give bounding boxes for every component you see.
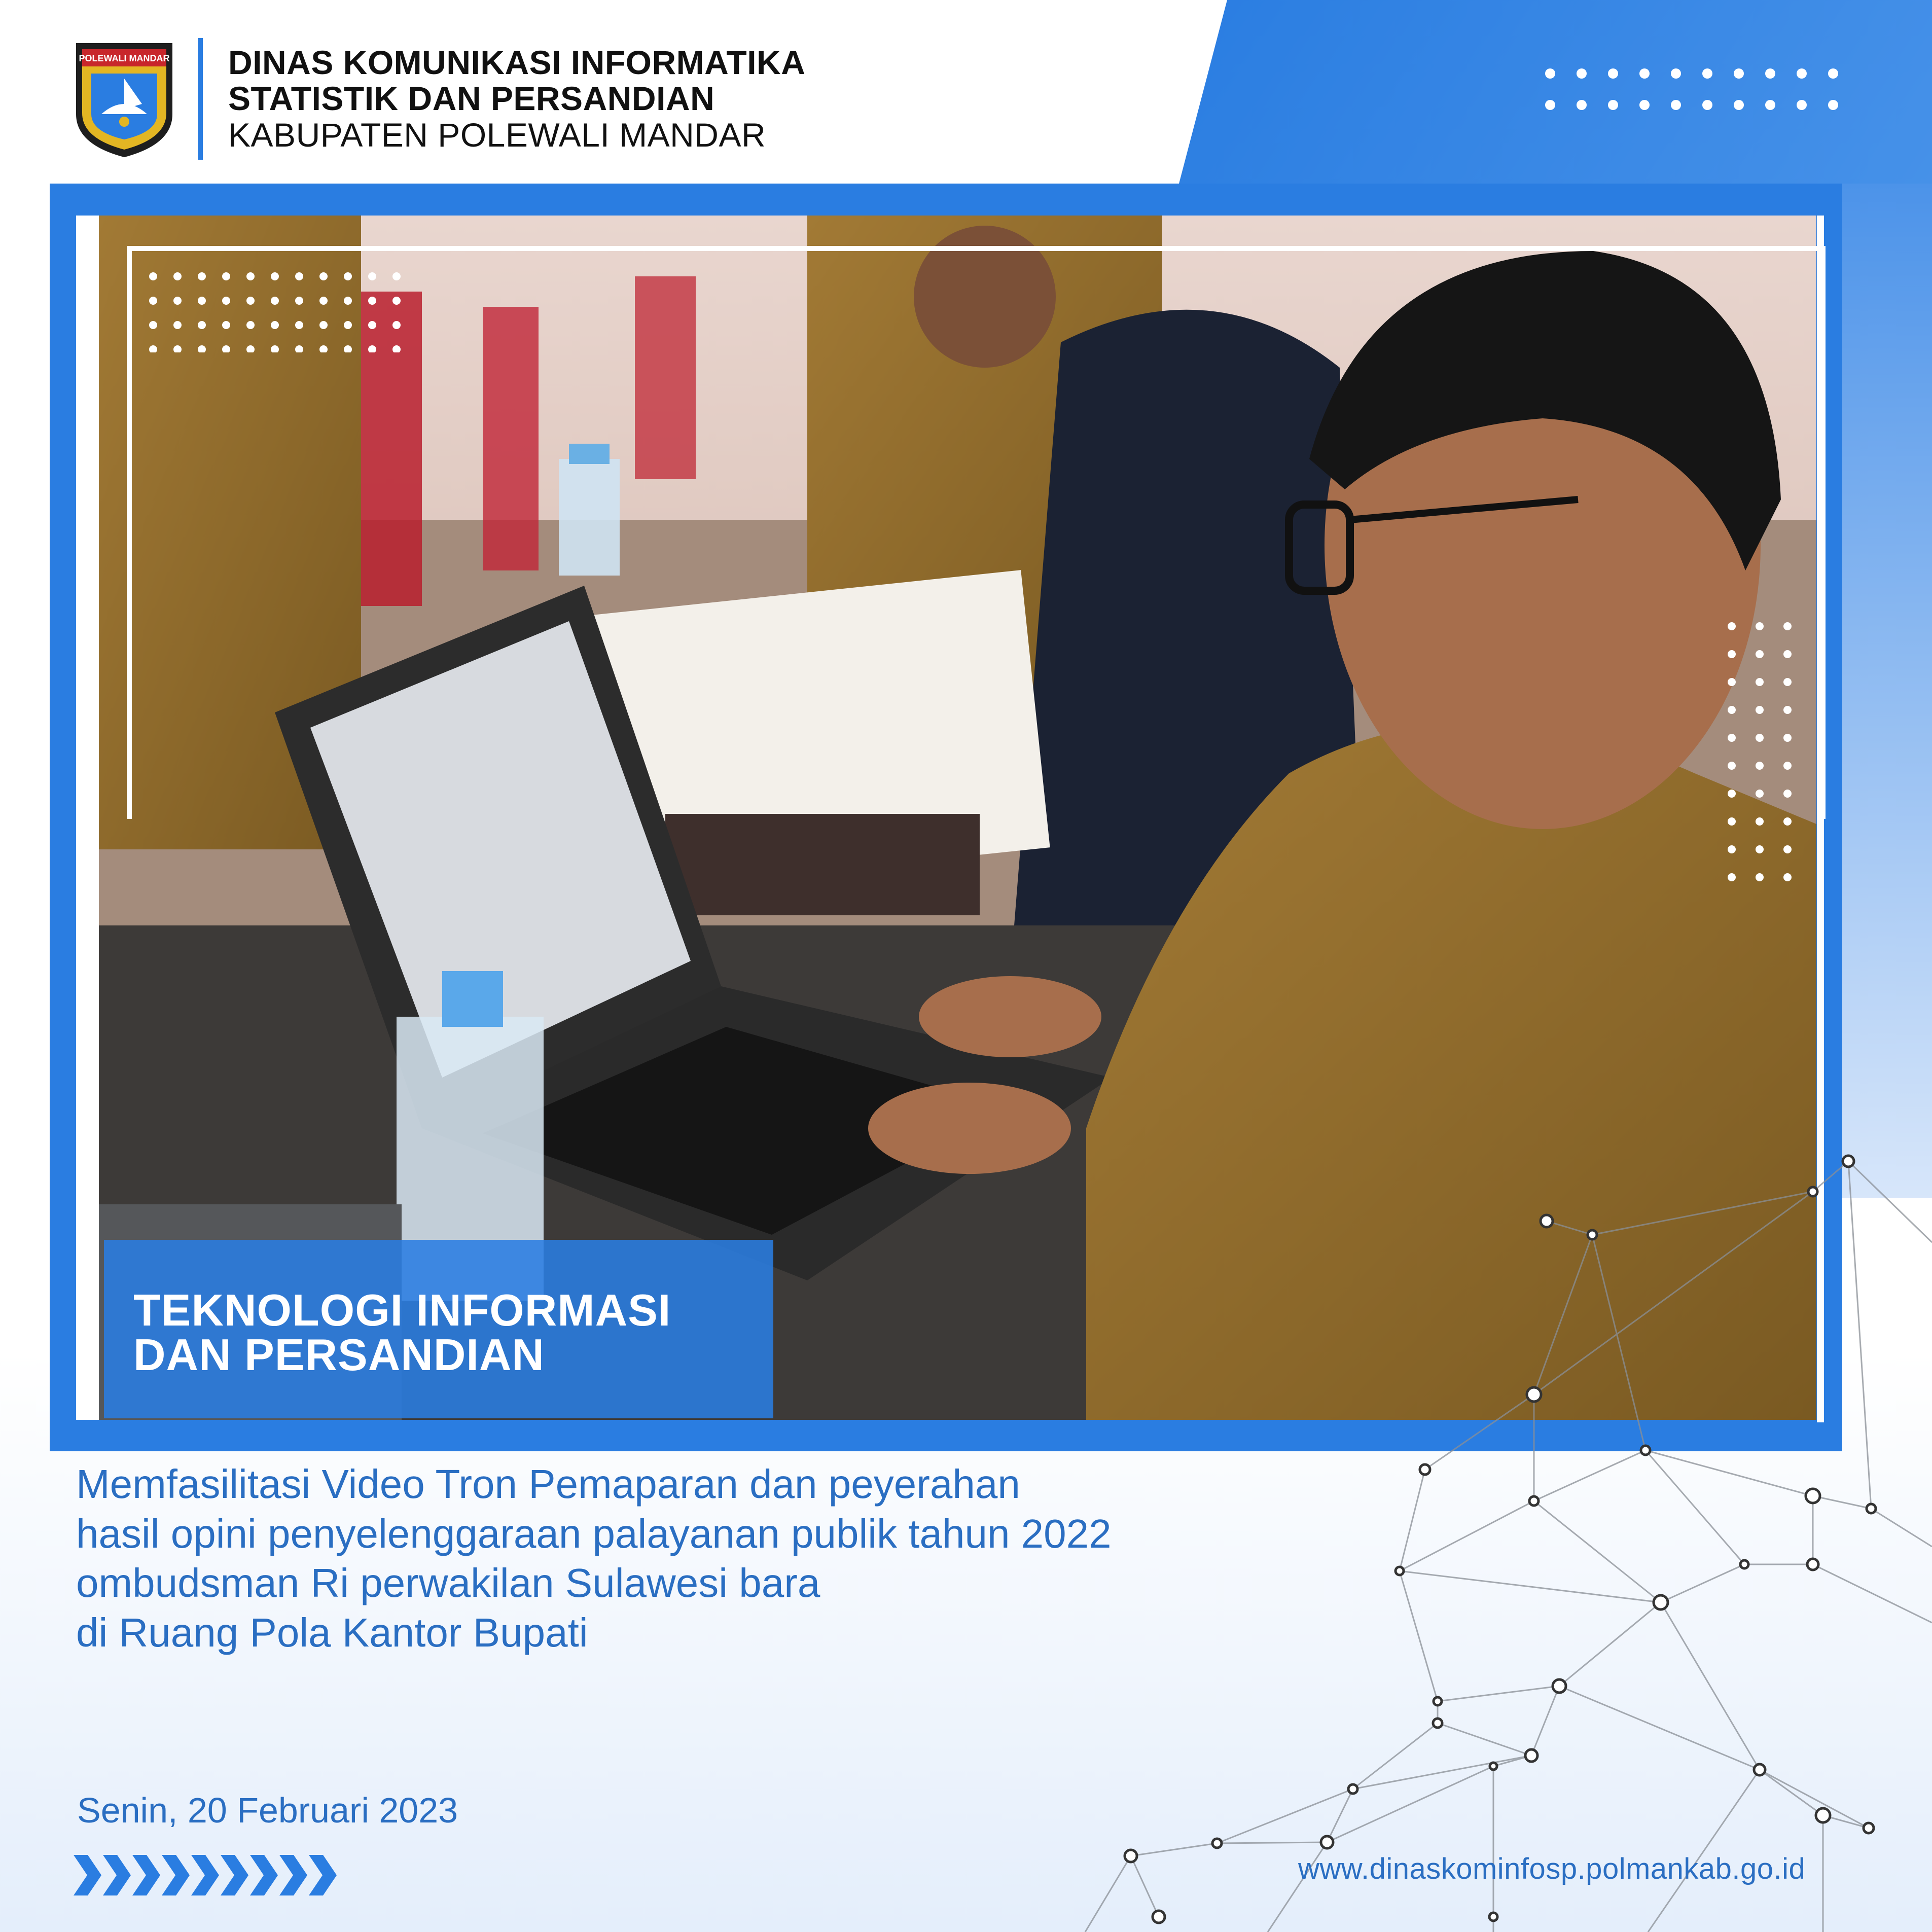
org-line-1: DINAS KOMUNIKASI INFORMATIKA — [228, 44, 806, 82]
decor-dot — [173, 272, 182, 280]
decor-dot — [368, 321, 376, 329]
decor-dot — [271, 297, 279, 305]
decor-dot — [198, 297, 206, 305]
photo-border-left — [76, 216, 99, 1420]
chevron — [221, 1855, 248, 1895]
decor-dot — [1671, 100, 1681, 110]
decor-dot — [173, 297, 182, 305]
decor-dot — [1728, 678, 1736, 686]
caption-line-2: hasil opini penyelenggaraan palayanan publik tahun 2022 — [76, 1511, 1112, 1556]
dot-grid-top-right — [1544, 66, 1858, 122]
decor-dot — [1756, 873, 1764, 881]
decor-dot — [1783, 790, 1792, 798]
decor-dot — [246, 297, 255, 305]
decor-dot — [1639, 100, 1650, 110]
decor-dot — [1734, 68, 1744, 79]
org-line-3: KABUPATEN POLEWALI MANDAR — [228, 116, 766, 154]
category-label — [104, 1240, 773, 1418]
decor-dot — [149, 321, 157, 329]
decor-dot — [198, 321, 206, 329]
decor-dot — [1783, 734, 1792, 742]
decor-dot — [1756, 790, 1764, 798]
decor-dot — [368, 272, 376, 280]
decor-dot — [222, 345, 230, 352]
decor-dot — [1756, 762, 1764, 770]
decor-dot — [1728, 706, 1736, 714]
decor-dot — [1783, 706, 1792, 714]
decor-dot — [1783, 678, 1792, 686]
dot-grid-photo-right — [1722, 619, 1823, 913]
decor-dot — [1728, 873, 1736, 881]
decor-dot — [1728, 650, 1736, 658]
caption — [76, 1459, 1112, 1657]
decor-dot — [1783, 762, 1792, 770]
decor-dot — [1828, 100, 1838, 110]
decor-dot — [1783, 817, 1792, 826]
caption-line-3: ombudsman Ri perwakilan Sulawesi bara — [76, 1560, 820, 1606]
decor-dot — [222, 272, 230, 280]
logo-emblem — [71, 38, 177, 160]
decor-dot — [295, 345, 303, 352]
decor-dot — [1797, 100, 1807, 110]
decor-dot — [1608, 68, 1618, 79]
decor-dot — [1756, 845, 1764, 853]
chevron — [191, 1855, 219, 1895]
decor-dot — [271, 272, 279, 280]
decor-dot — [1728, 622, 1736, 630]
decor-dot — [222, 297, 230, 305]
chevron — [103, 1855, 131, 1895]
decor-dot — [1728, 817, 1736, 826]
decor-dot — [246, 321, 255, 329]
chevron — [279, 1855, 307, 1895]
decor-dot — [1828, 68, 1838, 79]
decor-dot — [392, 272, 401, 280]
decor-dot — [1577, 100, 1587, 110]
decor-dot — [295, 297, 303, 305]
decor-dot — [1783, 622, 1792, 630]
decor-dot — [1765, 100, 1775, 110]
decor-dot — [295, 272, 303, 280]
decor-dot — [149, 272, 157, 280]
decor-dot — [222, 321, 230, 329]
dot-grid-photo-left — [148, 266, 432, 352]
decor-dot — [1545, 68, 1555, 79]
decor-dot — [392, 345, 401, 352]
decor-dot — [149, 345, 157, 352]
decor-dot — [1756, 706, 1764, 714]
decor-dot — [1728, 734, 1736, 742]
decor-dot — [1783, 873, 1792, 881]
decor-dot — [344, 345, 352, 352]
decor-dot — [1756, 650, 1764, 658]
decor-dot — [319, 321, 328, 329]
decor-dot — [173, 321, 182, 329]
decor-dot — [392, 321, 401, 329]
decor-dot — [1702, 68, 1712, 79]
category-line-1: TEKNOLOGI INFORMASI — [133, 1285, 671, 1335]
decor-dot — [1783, 650, 1792, 658]
decor-dot — [1734, 100, 1744, 110]
decor-dot — [319, 297, 328, 305]
chevron — [250, 1855, 278, 1895]
caption-line-4: di Ruang Pola Kantor Bupati — [76, 1609, 588, 1655]
decor-dot — [173, 345, 182, 352]
decor-dot — [1608, 100, 1618, 110]
header — [71, 35, 805, 162]
decor-dot — [1728, 790, 1736, 798]
decor-dot — [271, 321, 279, 329]
decor-dot — [1577, 68, 1587, 79]
chevron — [309, 1855, 337, 1895]
decor-dot — [1756, 817, 1764, 826]
decor-dot — [198, 272, 206, 280]
decor-dot — [1702, 100, 1712, 110]
chevron — [132, 1855, 160, 1895]
logo-text: POLEWALI MANDAR — [79, 53, 170, 63]
decor-dot — [271, 345, 279, 352]
header-divider — [198, 38, 203, 160]
decor-dot — [344, 272, 352, 280]
decor-dot — [319, 345, 328, 352]
decor-dot — [1756, 734, 1764, 742]
decor-dot — [344, 321, 352, 329]
decor-dot — [1765, 68, 1775, 79]
decor-dot — [198, 345, 206, 352]
decor-dot — [1783, 845, 1792, 853]
decor-dot — [319, 272, 328, 280]
decor-dot — [1671, 68, 1681, 79]
decor-dot — [246, 345, 255, 352]
decor-dot — [368, 345, 376, 352]
chevron-right-icon — [74, 1850, 347, 1901]
decor-dot — [1728, 762, 1736, 770]
decor-dot — [1639, 68, 1650, 79]
decor-dot — [1545, 100, 1555, 110]
decor-dot — [295, 321, 303, 329]
decor-dot — [368, 297, 376, 305]
decor-dot — [392, 297, 401, 305]
category-line-2: DAN PERSANDIAN — [133, 1330, 545, 1380]
decor-dot — [1728, 845, 1736, 853]
decor-dot — [344, 297, 352, 305]
decor-dot — [1756, 678, 1764, 686]
organization-name — [228, 45, 805, 153]
org-line-2: STATISTIK DAN PERSANDIAN — [228, 80, 715, 118]
chevron — [74, 1855, 101, 1895]
chevron — [162, 1855, 190, 1895]
decor-dot — [1797, 68, 1807, 79]
post-date: Senin, 20 Februari 2023 — [77, 1791, 458, 1830]
decor-dot — [149, 297, 157, 305]
website-url[interactable]: www.dinaskominfosp.polmankab.go.id — [1298, 1852, 1806, 1885]
caption-line-1: Memfasilitasi Video Tron Pemaparan dan peyerahan — [76, 1461, 1020, 1507]
decor-dot — [246, 272, 255, 280]
decor-dot — [1756, 622, 1764, 630]
